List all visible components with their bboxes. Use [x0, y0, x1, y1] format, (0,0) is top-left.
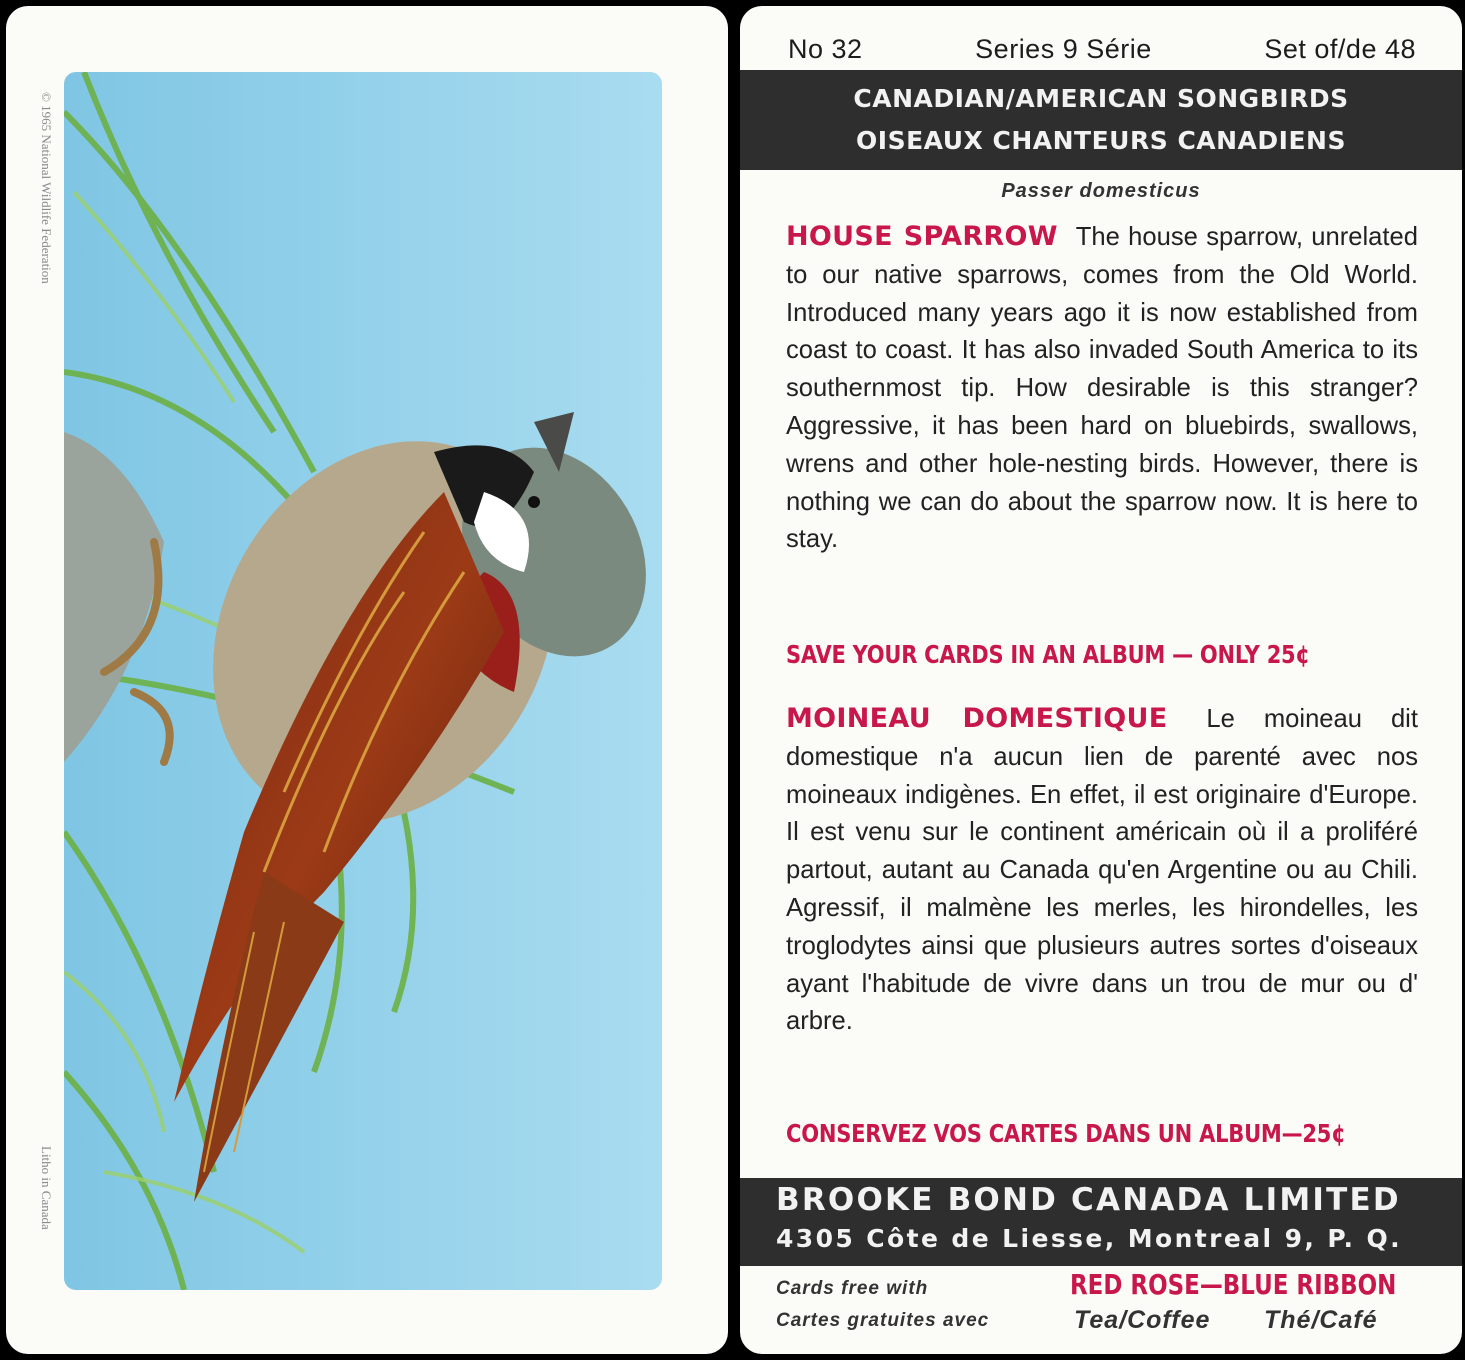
products-fr: Thé/Café	[1264, 1306, 1378, 1334]
card-front	[6, 6, 728, 1354]
series-label: Series 9 Série	[975, 33, 1152, 64]
english-description	[786, 218, 1418, 559]
english-text: The house sparrow, unrelated to our native sparrows, comes from the Old World. Introduced many years ago it is now established from coast to coast. It has also invaded South America to its southernmost tip. How desirable is this stranger? Aggressive, it has been hard on bluebirds, swallows, wrens and other hole-nesting birds. However, there is nothing we can do about the sparrow now. It is here to stay.	[786, 223, 1418, 554]
series-title-fr: OISEAUX CHANTEURS CANADIENS	[856, 126, 1346, 155]
company-address: 4305 Côte de Liesse, Montreal 9, P. Q.	[776, 1224, 1403, 1253]
free-with-en: Cards free with	[776, 1278, 929, 1299]
card-back	[740, 6, 1462, 1354]
free-with-fr: Cartes gratuites avec	[776, 1310, 990, 1331]
series-title-band	[740, 70, 1462, 170]
french-bird-name: MOINEAU DOMESTIQUE	[786, 703, 1168, 734]
company-band	[740, 1178, 1462, 1266]
set-size: Set of/de 48	[1264, 33, 1416, 64]
french-album-promo: CONSERVEZ VOS CARTES DANS UN ALBUM—25¢	[786, 1119, 1346, 1148]
card-number: No 32	[788, 33, 863, 64]
scientific-name: Passer domesticus	[1001, 180, 1201, 202]
english-album-promo: SAVE YOUR CARDS IN AN ALBUM — ONLY 25¢	[786, 640, 1310, 669]
brand-names: RED ROSE—BLUE RIBBON	[1070, 1268, 1397, 1301]
french-text: Le moineau dit domestique n'a aucun lien de parenté avec nos moineaux indigènes. En effet, il est originaire d'Europe. Il est venu sur le continent américain où il a proliféré partout, autant au Canada qu'en Argentine ou au Chili. Agressif, il malmène les merles, les hirondelles, les troglodytes ainsi que plusieurs autres sortes d'oiseaux ayant l'habitude de vivre dans un trou de mur ou d' arbre.	[786, 705, 1418, 1036]
english-bird-name: HOUSE SPARROW	[786, 221, 1058, 252]
card-header	[740, 28, 1462, 70]
company-name: BROOKE BOND CANADA LIMITED	[776, 1182, 1401, 1218]
printer-notice: Litho in Canada	[39, 1146, 54, 1230]
series-title-en: CANADIAN/AMERICAN SONGBIRDS	[853, 84, 1349, 113]
french-description	[786, 700, 1418, 1041]
copyright-notice: © 1965 National Wildlife Federation	[39, 92, 54, 284]
products-en: Tea/Coffee	[1074, 1306, 1211, 1334]
sparrow-illustration	[64, 72, 662, 1290]
